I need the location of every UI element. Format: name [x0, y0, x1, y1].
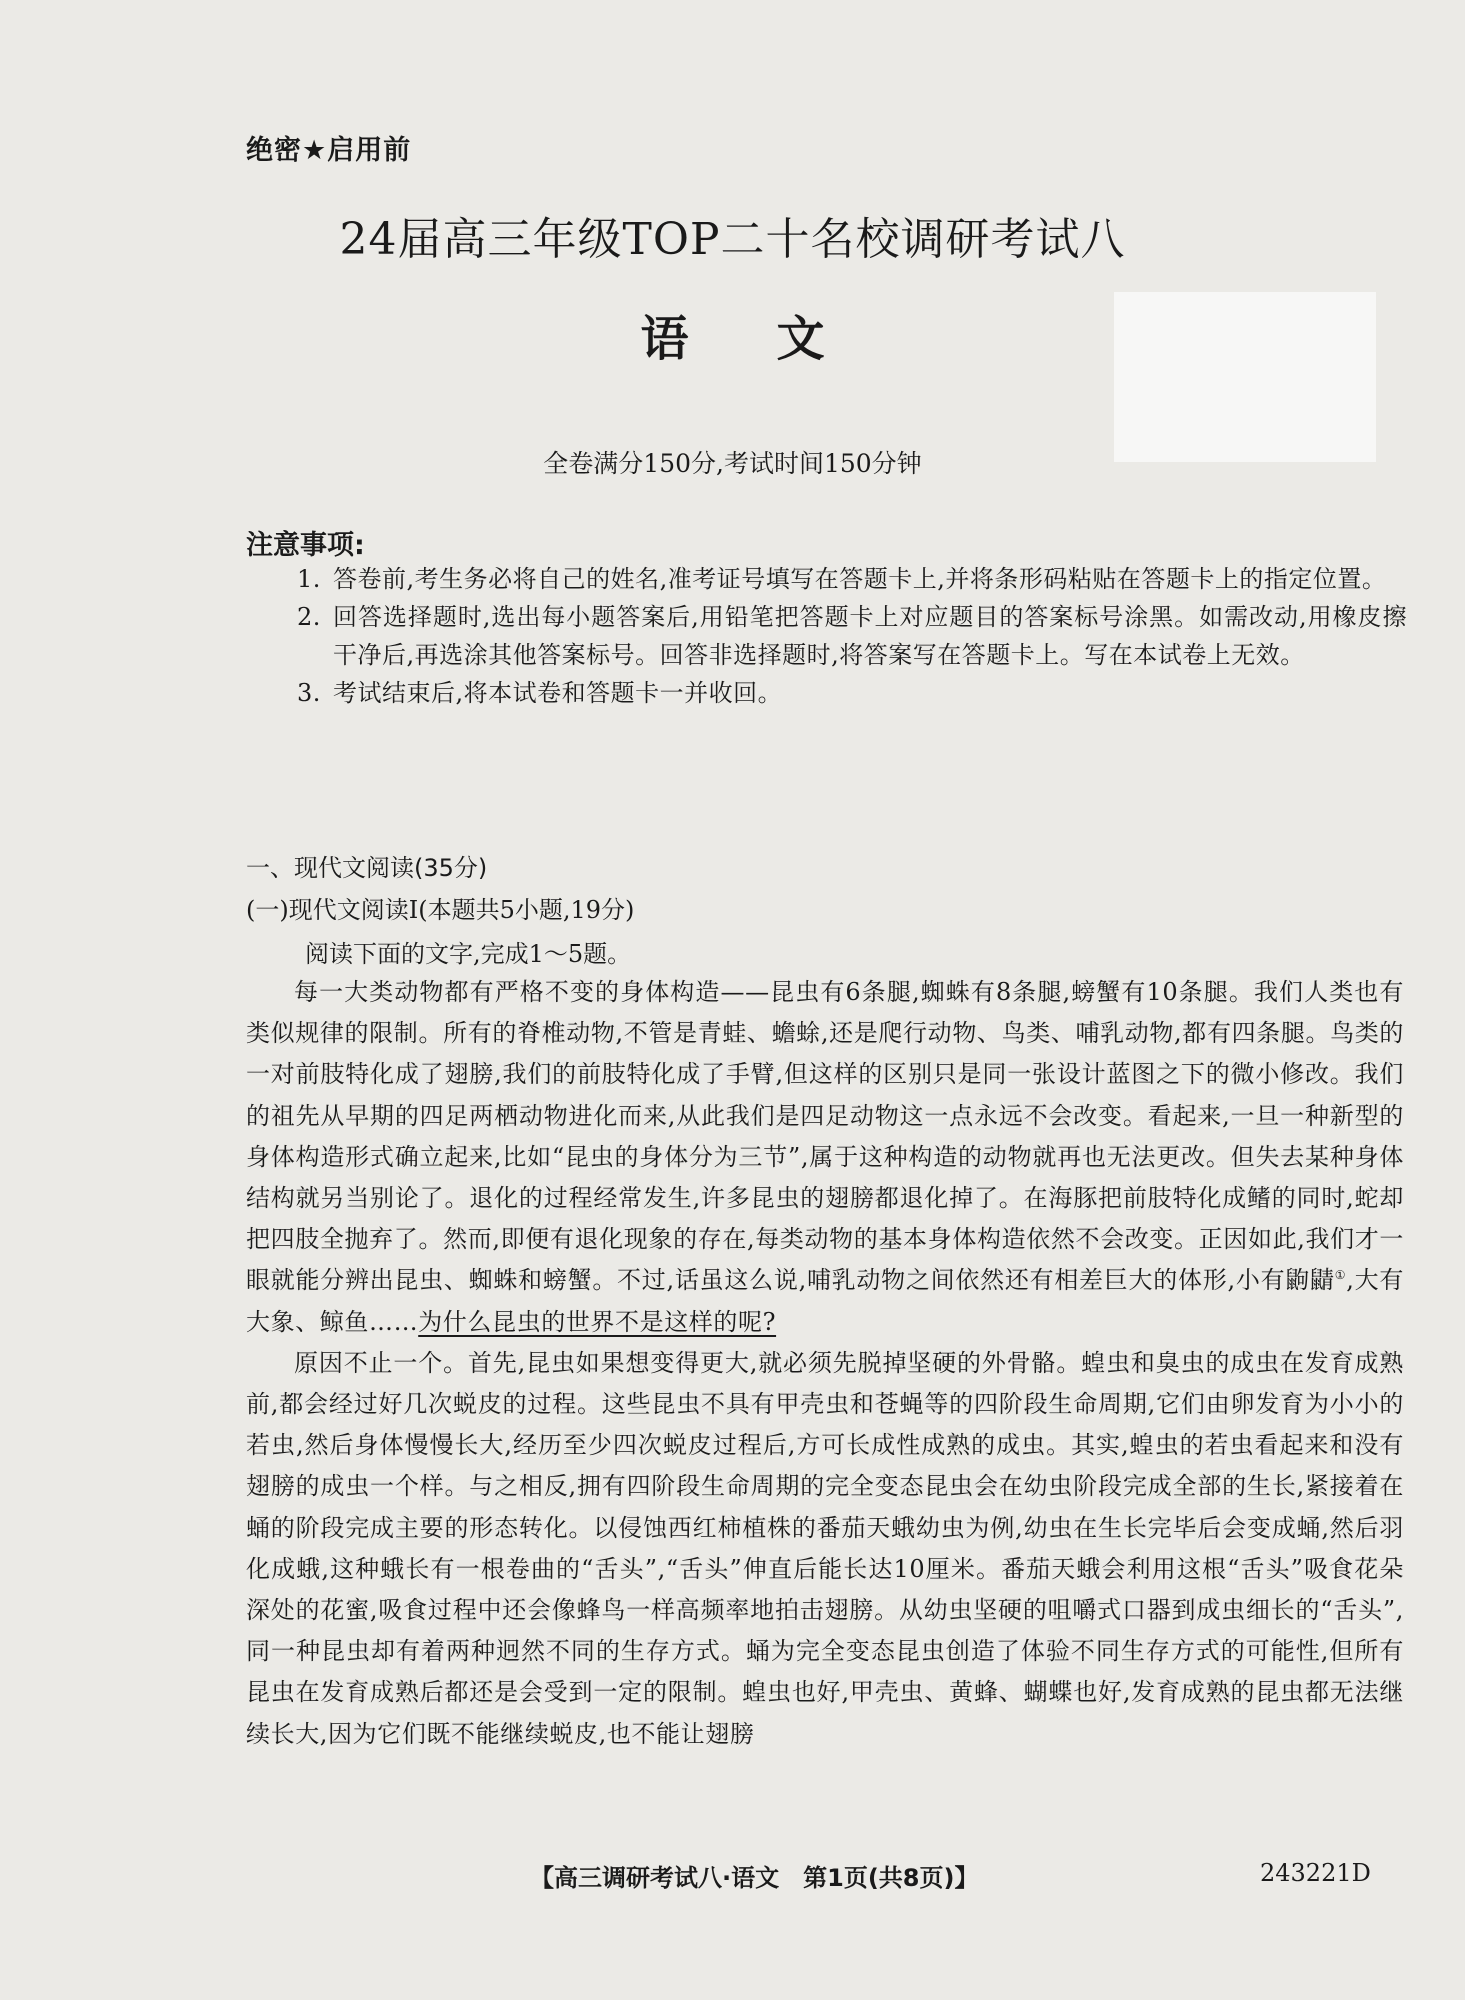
classification-label: 绝密★启用前 — [246, 135, 412, 166]
paragraph-text: 每一大类动物都有严格不变的身体构造——昆虫有6条腿,蜘蛛有8条腿,螃蟹有10条腿。我们人类也有类似规律的限制。所有的脊椎动物,不管是青蛙、蟾蜍,还是爬行动物、鸟类、哺乳动物,都有四条腿。鸟类的一对前肢特化成了翅膀,我们的前肢特化成了手臂,但这样的区别只是同一张设计蓝图之下的微小修改。我们的祖先从早期的四足两栖动物进化而来,从此我们是四足动物这一点永远不会改变。看起来,一旦一种新型的身体构造形式确立起来,比如“昆虫的身体分为三节”,属于这种构造的动物就再也无法更改。但失去某种身体结构就另当别论了。退化的过程经常发生,许多昆虫的翅膀都退化掉了。在海豚把前肢特化成鳍的同时,蛇却把四肢全抛弃了。然而,即便有退化现象的存在,每类动物的基本身体构造依然不会改变。正因如此,我们才一眼就能分辨出昆虫、蜘蛛和螃蟹。不过,话虽这么说,哺乳动物之间依然还有相差巨大的体形,小有鼩鼱 — [246, 978, 1404, 1295]
notice-item — [297, 674, 1407, 712]
page-footer: 【高三调研考试八·语文 第1页(共8页)】 — [530, 1864, 979, 1892]
notice-heading: 注意事项: — [246, 530, 365, 561]
passage-paragraph-1 — [246, 972, 1404, 1343]
notice-item-number: 3. — [297, 679, 321, 707]
notice-item-text: 考试结束后,将本试卷和答题卡一并收回。 — [333, 679, 783, 707]
subsection-heading: (一)现代文阅读Ⅰ(本题共5小题,19分) — [246, 896, 635, 924]
notice-item-text: 答卷前,考生务必将自己的姓名,准考证号填写在答题卡上,并将条形码粘贴在答题卡上的指定位置。 — [333, 565, 1387, 593]
paragraph-text: ,大有大象、鲸鱼…… — [246, 1266, 1404, 1336]
notice-item — [297, 560, 1407, 598]
reading-passage — [246, 972, 1404, 1755]
passage-paragraph-2: 原因不止一个。首先,昆虫如果想变得更大,就必须先脱掉坚硬的外骨骼。蝗虫和臭虫的成虫在发育成熟前,都会经过好几次蜕皮的过程。这些昆虫不具有甲壳虫和苍蝇等的四阶段生命周期,它们由卵发育为小小的若虫,然后身体慢慢长大,经历至少四次蜕皮过程后,方可长成性成熟的成虫。其实,蝗虫的若虫看起来和没有翅膀的成虫一个样。与之相反,拥有四阶段生命周期的完全变态昆虫会在幼虫阶段完成全部的生长,紧接着在蛹的阶段完成主要的形态转化。以侵蚀西红柿植株的番茄天蛾幼虫为例,幼虫在生长完毕后会变成蛹,然后羽化成蛾,这种蛾长有一根卷曲的“舌头”,“舌头”伸直后能长达10厘米。番茄天蛾会利用这根“舌头”吸食花朵深处的花蜜,吸食过程中还会像蜂鸟一样高频率地拍击翅膀。从幼虫坚硬的咀嚼式口器到成虫细长的“舌头”,同一种昆虫却有着两种迥然不同的生存方式。蛹为完全变态昆虫创造了体验不同生存方式的可能性,但所有昆虫在发育成熟后都还是会受到一定的限制。蝗虫也好,甲壳虫、黄蜂、蝴蝶也好,发育成熟的昆虫都无法继续长大,因为它们既不能继续蜕皮,也不能让翅膀 — [246, 1348, 1404, 1748]
notice-item-number: 1. — [297, 565, 321, 593]
section-heading: 一、现代文阅读(35分) — [246, 854, 488, 882]
underlined-question: 为什么昆虫的世界不是这样的呢? — [418, 1307, 777, 1336]
footnote-marker: ① — [1334, 1268, 1347, 1283]
notice-item-number: 2. — [297, 603, 321, 631]
notice-list — [297, 560, 1407, 712]
exam-title: 24届高三年级TOP二十名校调研考试八 — [339, 214, 1126, 265]
subject-title: 语文 — [640, 311, 913, 367]
reading-instruction: 阅读下面的文字,完成1～5题。 — [305, 940, 632, 968]
notice-item-text: 回答选择题时,选出每小题答案后,用铅笔把答题卡上对应题目的答案标号涂黑。如需改动,用橡皮擦干净后,再选涂其他答案标号。回答非选择题时,将答案写在答题卡上。写在本试卷上无效。 — [333, 603, 1407, 669]
score-time-line: 全卷满分150分,考试时间150分钟 — [543, 449, 922, 478]
notice-item — [297, 598, 1407, 674]
exam-code: 243221D — [1260, 1859, 1371, 1887]
